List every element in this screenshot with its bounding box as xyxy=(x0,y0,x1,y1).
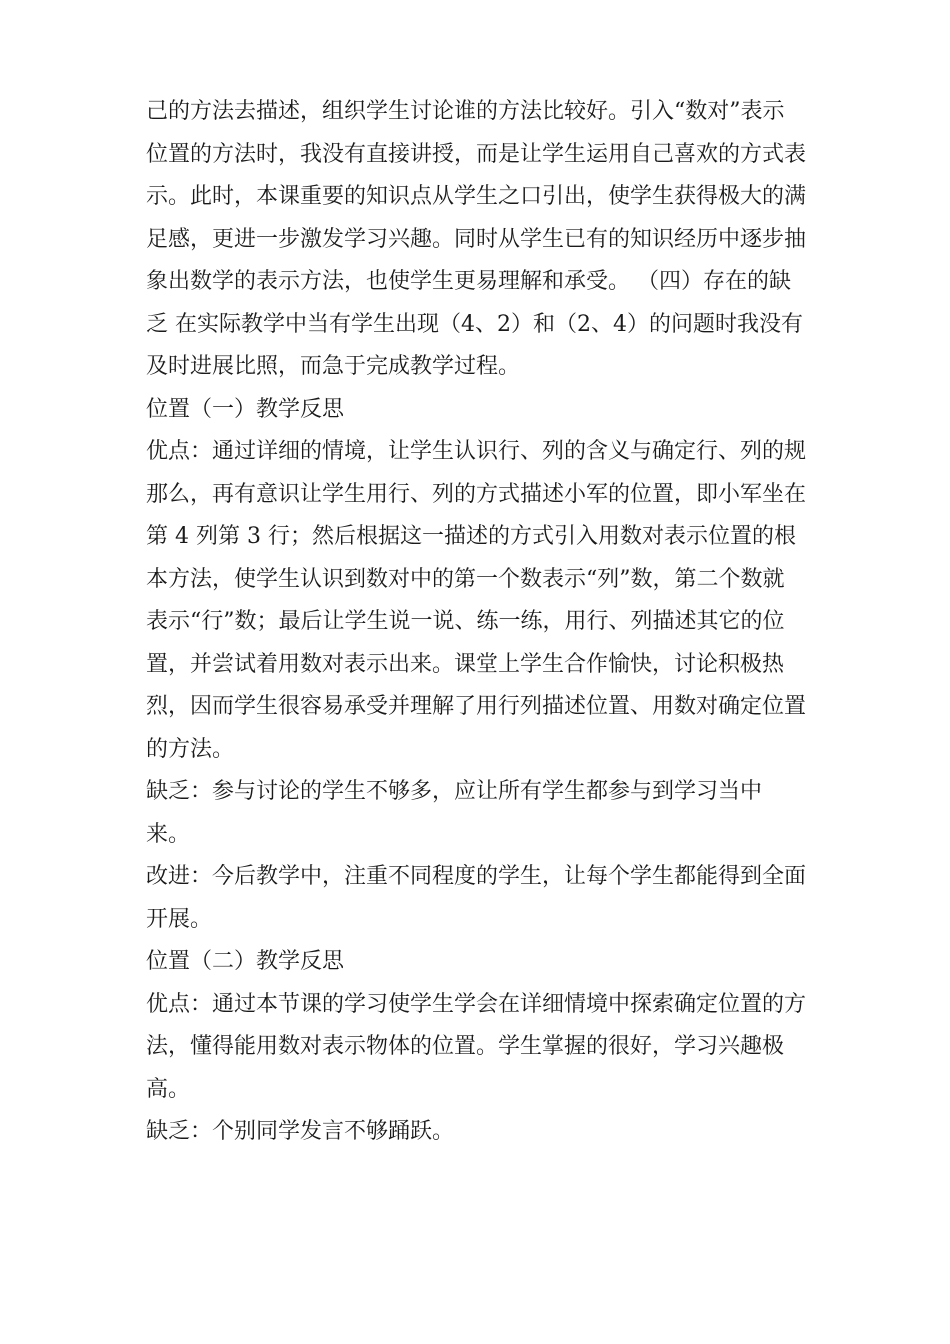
body-paragraph: 改进：今后教学中，注重不同程度的学生，让每个学生都能得到全面开展。 xyxy=(146,864,807,932)
document-body xyxy=(146,91,806,1154)
body-paragraph: 缺乏：个别同学发言不够踊跃。 xyxy=(146,1119,455,1144)
body-paragraph: 己的方法去描述，组织学生讨论谁的方法比较好。引入“数对”表示位置的方法时，我没有直接讲授，而是让学生运用自己喜欢的方式表示。此时，本课重要的知识点从学生之口引出，使学生获得极大的满足感，更进一步激发学习兴趣。同时从学生已有的知识经历中逐步抽象出数学的表示方法，也使学生更易理解和承受。 （四）存在的缺乏 在实际教学中当有学生出现（4、2）和（2、4）的问题时我没有及时进展比照，而急于完成教学过程。 xyxy=(146,99,807,379)
body-paragraph: 优点：通过详细的情境，让学生认识行、列的含义与确定行、列的规那么，再有意识让学生用行、列的方式描述小军的位置，即小军坐在第 4 列第 3 行；然后根据这一描述的方式引入用数对表示位置的根本方法，使学生认识到数对中的第一个数表示“列”数，第二个数就表示“行”数；最后让学生说一说、练一练，用行、列描述其它的位置，并尝试着用数对表示出来。课堂上学生合作愉快，讨论积极热烈，因而学生很容易承受并理解了用行列描述位置、用数对确定位置的方法。 xyxy=(146,439,807,762)
section-heading: 位置（一）教学反思 xyxy=(146,396,345,422)
body-paragraph: 优点：通过本节课的学习使学生学会在详细情境中探索确定位置的方法，懂得能用数对表示物体的位置。学生掌握的很好，学习兴趣极高。 xyxy=(146,991,807,1102)
body-paragraph: 缺乏：参与讨论的学生不够多，应让所有学生都参与到学习当中来。 xyxy=(146,779,763,847)
section-heading: 位置（二）教学反思 xyxy=(146,949,345,974)
